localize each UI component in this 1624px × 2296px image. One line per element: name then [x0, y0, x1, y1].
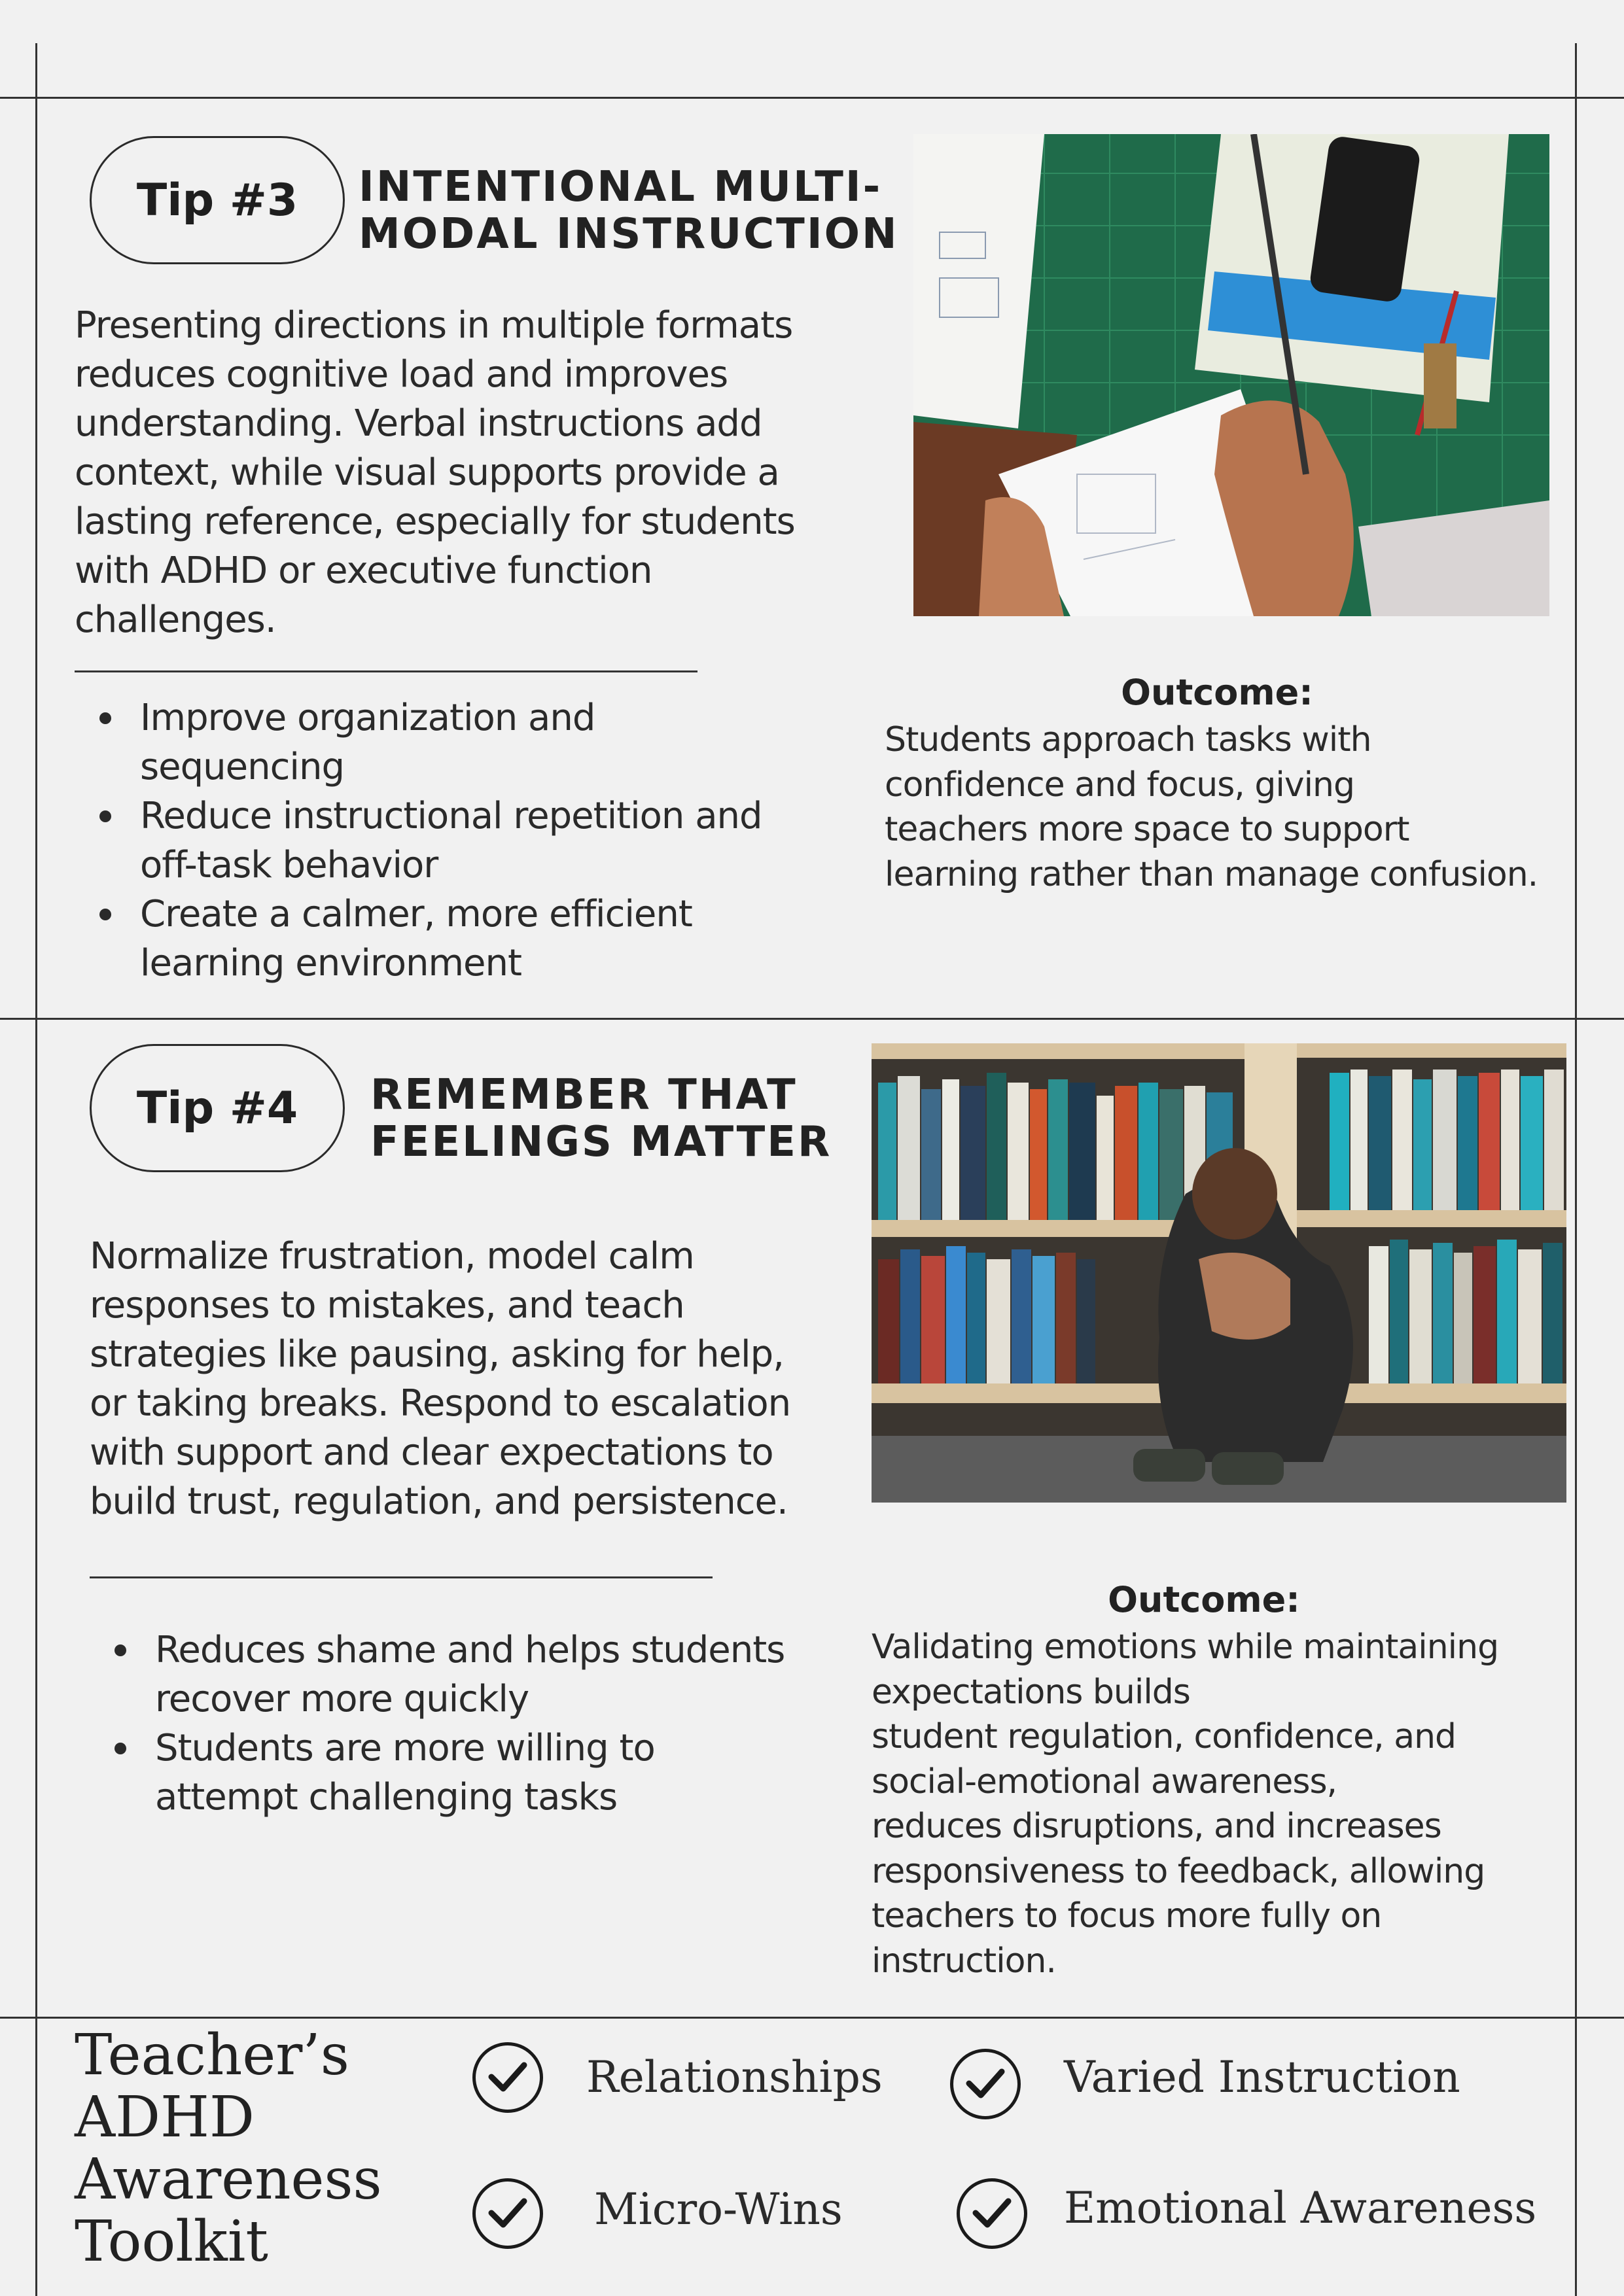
- checkmark-circle-icon: [472, 2178, 543, 2249]
- list-item: Reduces shame and helps students recover more quickly: [90, 1626, 785, 1724]
- list-item: Reduce instructional repetition and off-task behavior: [75, 791, 762, 890]
- tip-4-outcome-label: Outcome:: [1108, 1579, 1300, 1620]
- checklist-item-emotional-awareness: Emotional Awareness: [1064, 2183, 1537, 2233]
- tip-3-outcome-label: Outcome:: [1121, 672, 1313, 713]
- toolkit-title-line: ADHD: [75, 2085, 255, 2150]
- tip-3-photo: [913, 134, 1549, 616]
- tip-3-rule: [75, 670, 697, 672]
- tip-3-title: [359, 164, 899, 258]
- tip-3-bullet-list: [75, 693, 762, 988]
- divider-top: [0, 97, 1624, 99]
- frame-left-line: [35, 43, 37, 2296]
- outcome-line: teachers more space to support: [885, 810, 1409, 849]
- list-item: Students are more willing to attempt challenging tasks: [90, 1724, 785, 1822]
- tip-3-badge: Tip #3: [90, 136, 345, 264]
- list-item: Improve organization and sequencing: [75, 693, 762, 791]
- body-line: with support and clear expectations to: [90, 1431, 773, 1474]
- body-line: responses to mistakes, and teach: [90, 1284, 684, 1327]
- outcome-line: expectations builds: [872, 1672, 1190, 1712]
- outcome-line: Students approach tasks with: [885, 720, 1371, 759]
- body-line: lasting reference, especially for students: [75, 500, 795, 543]
- body-line: Presenting directions in multiple formats: [75, 304, 793, 347]
- tip-4-rule: [90, 1576, 713, 1578]
- toolkit-title-line: Awareness: [75, 2147, 382, 2212]
- body-line: reduces cognitive load and improves: [75, 353, 728, 396]
- outcome-line: instruction.: [872, 1941, 1056, 1981]
- tip-4-title-line: REMEMBER THAT: [370, 1071, 798, 1119]
- body-line: build trust, regulation, and persistence.: [90, 1480, 788, 1523]
- toolkit-title: [75, 2025, 382, 2273]
- tip-4-photo: [872, 1043, 1566, 1503]
- divider-footer: [0, 2017, 1624, 2019]
- tip-4-body: [90, 1232, 790, 1526]
- checkmark-circle-icon: [472, 2042, 543, 2113]
- divider-middle: [0, 1018, 1624, 1020]
- tip-3-body: [75, 301, 795, 644]
- tip-4-outcome-text: [872, 1625, 1498, 1983]
- outcome-line: social-emotional awareness,: [872, 1762, 1337, 1801]
- outcome-line: Validating emotions while maintaining: [872, 1627, 1499, 1667]
- outcome-line: responsiveness to feedback, allowing: [872, 1851, 1485, 1891]
- tip-3-title-line: MODAL INSTRUCTION: [359, 210, 899, 258]
- outcome-line: student regulation, confidence, and: [872, 1717, 1456, 1756]
- checklist-item-relationships: Relationships: [586, 2052, 883, 2102]
- tip-4-title-line: FEELINGS MATTER: [370, 1118, 832, 1166]
- toolkit-title-line: Teacher’s: [75, 2023, 349, 2088]
- tip-4-bullet-list: [90, 1626, 785, 1822]
- body-line: challenges.: [75, 599, 276, 641]
- tip-4-title: [370, 1071, 832, 1166]
- body-line: context, while visual supports provide a: [75, 451, 779, 494]
- body-line: or taking breaks. Respond to escalation: [90, 1382, 791, 1425]
- list-item: Create a calmer, more efficient learning environment: [75, 890, 762, 988]
- outcome-line: teachers to focus more fully on: [872, 1896, 1382, 1936]
- body-line: strategies like pausing, asking for help,: [90, 1333, 784, 1376]
- outcome-line: learning rather than manage confusion.: [885, 854, 1538, 894]
- outcome-line: reduces disruptions, and increases: [872, 1807, 1441, 1846]
- body-line: understanding. Verbal instructions add: [75, 402, 762, 445]
- checkmark-circle-icon: [950, 2049, 1021, 2119]
- body-line: with ADHD or executive function: [75, 549, 652, 592]
- tip-3-outcome-text: [885, 718, 1538, 897]
- toolkit-title-line: Toolkit: [75, 2209, 268, 2274]
- checkmark-circle-icon: [957, 2178, 1027, 2249]
- tip-3-title-line: INTENTIONAL MULTI-: [359, 163, 883, 211]
- tip-4-badge: Tip #4: [90, 1044, 345, 1172]
- outcome-line: confidence and focus, giving: [885, 765, 1355, 805]
- checklist-item-micro-wins: Micro-Wins: [594, 2184, 843, 2235]
- body-line: Normalize frustration, model calm: [90, 1235, 694, 1278]
- frame-right-line: [1575, 43, 1577, 2296]
- checklist-item-varied-instruction: Varied Instruction: [1064, 2052, 1460, 2102]
